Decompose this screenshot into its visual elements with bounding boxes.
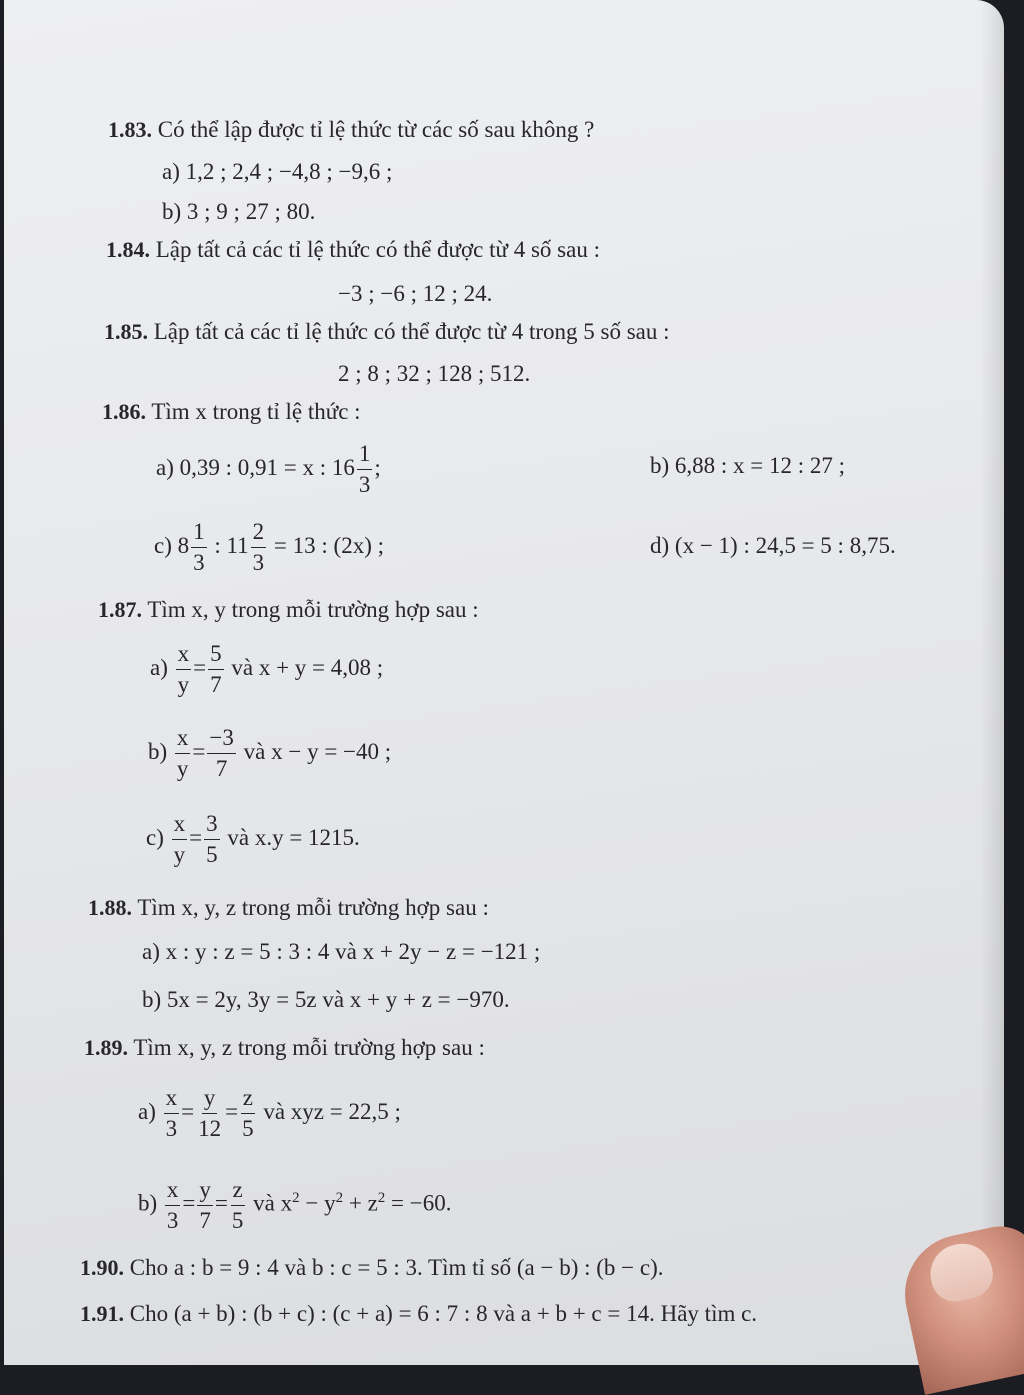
numerator: z — [231, 1175, 245, 1206]
exercise-prompt: Cho (a + b) : (b + c) : (c + a) = 6 : 7 : 8 và a + b + c = 14. Hãy tìm c. — [129, 1301, 758, 1326]
exercise-1-85-numbers: 2 ; 8 ; 32 ; 128 ; 512. — [338, 361, 531, 386]
denominator: 7 — [210, 672, 222, 698]
exercise-prompt: Cho a : b = 9 : 4 và b : c = 5 : 3. Tìm tỉ số (a − b) : (b − c). — [129, 1255, 664, 1280]
equals-sign: = — [192, 739, 206, 764]
exercise-number: 1.87. — [98, 597, 142, 622]
exercise-number: 1.91. — [80, 1301, 124, 1326]
denominator: 5 — [231, 1207, 244, 1233]
numerator: 2 — [251, 517, 267, 548]
exercise-1-87 — [98, 596, 479, 624]
exercise-1-87-c — [146, 806, 360, 870]
numerator: 3 — [204, 809, 220, 840]
item-label: c) — [146, 825, 164, 850]
numerator: x — [172, 809, 188, 840]
exponent: 2 — [335, 1190, 344, 1206]
equation-text: : 11 — [214, 533, 249, 558]
denominator: 5 — [206, 842, 218, 868]
fraction — [357, 439, 373, 500]
condition-text: và xyz = 22,5 ; — [263, 1099, 401, 1124]
fraction — [172, 809, 188, 870]
exercise-1-86-a — [156, 438, 381, 500]
equals-sign: = — [214, 1190, 228, 1216]
exercise-1-89 — [84, 1034, 485, 1062]
exercise-number: 1.83. — [108, 117, 152, 142]
exercise-prompt: Tìm x trong tỉ lệ thức : — [151, 399, 361, 424]
textbook-page — [4, 0, 1004, 1365]
exercise-1-86-c — [154, 516, 384, 578]
exercise-1-88-b: b) 5x = 2y, 3y = 5z và x + y + z = −970. — [142, 987, 510, 1012]
fraction — [207, 723, 235, 784]
denominator: 3 — [252, 550, 265, 576]
condition-text: = −60. — [385, 1190, 452, 1216]
denominator: 7 — [199, 1207, 211, 1233]
condition-text: + z — [343, 1190, 378, 1216]
exercise-1-88 — [88, 894, 489, 922]
numerator: x — [164, 1083, 180, 1114]
numerator: y — [202, 1083, 218, 1114]
fraction — [251, 517, 267, 578]
denominator: 3 — [166, 1207, 179, 1233]
numerator: x — [176, 639, 192, 670]
exercise-1-89-a — [138, 1080, 401, 1144]
exercise-1-86-d: d) (x − 1) : 24,5 = 5 : 8,75. — [650, 533, 896, 558]
fraction — [230, 1175, 246, 1236]
exercise-prompt: Tìm x, y, z trong mỗi trường hợp sau : — [137, 895, 489, 920]
numerator: 1 — [191, 517, 207, 548]
denominator: 3 — [165, 1116, 178, 1142]
exercise-1-83 — [108, 116, 594, 144]
item-label: a) — [138, 1099, 156, 1124]
item-label: b) — [138, 1190, 158, 1216]
condition-text: và x + y = 4,08 ; — [231, 655, 384, 680]
denominator: y — [173, 842, 186, 868]
condition-text: − y — [299, 1190, 336, 1216]
numerator: 1 — [357, 439, 373, 470]
equation-text: = 13 : (2x) ; — [273, 533, 384, 558]
condition-text: và x — [253, 1190, 293, 1216]
fraction — [164, 1083, 180, 1144]
numerator: y — [197, 1175, 213, 1206]
exercise-prompt: Tìm x, y trong mỗi trường hợp sau : — [147, 597, 479, 622]
exercise-prompt: Có thể lập được tỉ lệ thức từ các số sau không ? — [157, 117, 595, 142]
exercise-prompt: Tìm x, y, z trong mỗi trường hợp sau : — [133, 1035, 485, 1060]
equals-sign: = — [181, 1099, 195, 1124]
exercise-number: 1.84. — [106, 237, 150, 262]
exercise-prompt: Lập tất cả các tỉ lệ thức có thể được từ 4 số sau : — [155, 237, 600, 262]
page-fold-shadow — [980, 0, 1004, 1365]
denominator: y — [177, 672, 190, 698]
equals-sign: = — [189, 825, 203, 850]
exercise-1-83-a: a) 1,2 ; 2,4 ; −4,8 ; −9,6 ; — [162, 159, 393, 184]
exercise-number: 1.85. — [104, 319, 148, 344]
equals-sign: = — [182, 1190, 196, 1216]
fraction — [204, 809, 220, 870]
fraction — [208, 639, 224, 700]
exercise-number: 1.90. — [80, 1255, 124, 1280]
exponent: 2 — [377, 1190, 386, 1206]
condition-text: và x.y = 1215. — [227, 825, 360, 850]
exercise-1-85 — [104, 318, 670, 346]
mixed-whole: 8 — [177, 533, 190, 558]
exercise-1-87-b — [148, 720, 391, 784]
equation-text: 0,39 : 0,91 = x : 16 — [179, 455, 355, 480]
exercise-1-87-a — [150, 636, 383, 700]
fraction — [175, 723, 191, 784]
fraction — [165, 1175, 181, 1236]
exponent: 2 — [292, 1190, 300, 1206]
numerator: 5 — [208, 639, 224, 670]
exercise-1-84 — [106, 236, 600, 264]
numerator: x — [175, 723, 191, 754]
fraction — [191, 517, 207, 578]
item-label: c) — [154, 533, 172, 558]
exercise-1-89-b — [138, 1166, 451, 1236]
denominator: 5 — [242, 1116, 254, 1142]
denominator: 3 — [193, 550, 205, 576]
item-label: a) — [156, 455, 174, 480]
item-label: b) — [148, 739, 168, 764]
numerator: x — [165, 1175, 181, 1206]
exercise-number: 1.86. — [102, 399, 146, 424]
exercise-1-86-b: b) 6,88 : x = 12 : 27 ; — [650, 453, 846, 478]
separator: ; — [374, 455, 381, 480]
denominator: 7 — [215, 756, 228, 782]
exercise-1-83-b: b) 3 ; 9 ; 27 ; 80. — [162, 199, 316, 224]
fraction — [196, 1083, 223, 1144]
equals-sign: = — [225, 1099, 239, 1124]
equals-sign: = — [193, 655, 207, 680]
exercise-1-86 — [102, 398, 361, 426]
denominator: y — [176, 756, 189, 782]
exercise-number: 1.89. — [84, 1035, 128, 1060]
denominator: 3 — [358, 472, 371, 498]
numerator: −3 — [207, 723, 235, 754]
exercise-number: 1.88. — [88, 895, 132, 920]
exercise-1-91 — [80, 1300, 757, 1328]
exercise-1-90 — [80, 1254, 664, 1282]
fraction — [176, 639, 192, 700]
exercise-1-84-numbers: −3 ; −6 ; 12 ; 24. — [338, 281, 493, 306]
item-label: a) — [150, 655, 168, 680]
denominator: 12 — [198, 1116, 222, 1142]
fraction — [240, 1083, 256, 1144]
exercise-prompt: Lập tất cả các tỉ lệ thức có thể được từ 4 trong 5 số sau : — [153, 319, 670, 344]
exercise-1-88-a: a) x : y : z = 5 : 3 : 4 và x + 2y − z = −121 ; — [142, 939, 541, 964]
condition-text: và x − y = −40 ; — [243, 739, 392, 764]
numerator: z — [241, 1083, 255, 1114]
fraction — [197, 1175, 213, 1236]
